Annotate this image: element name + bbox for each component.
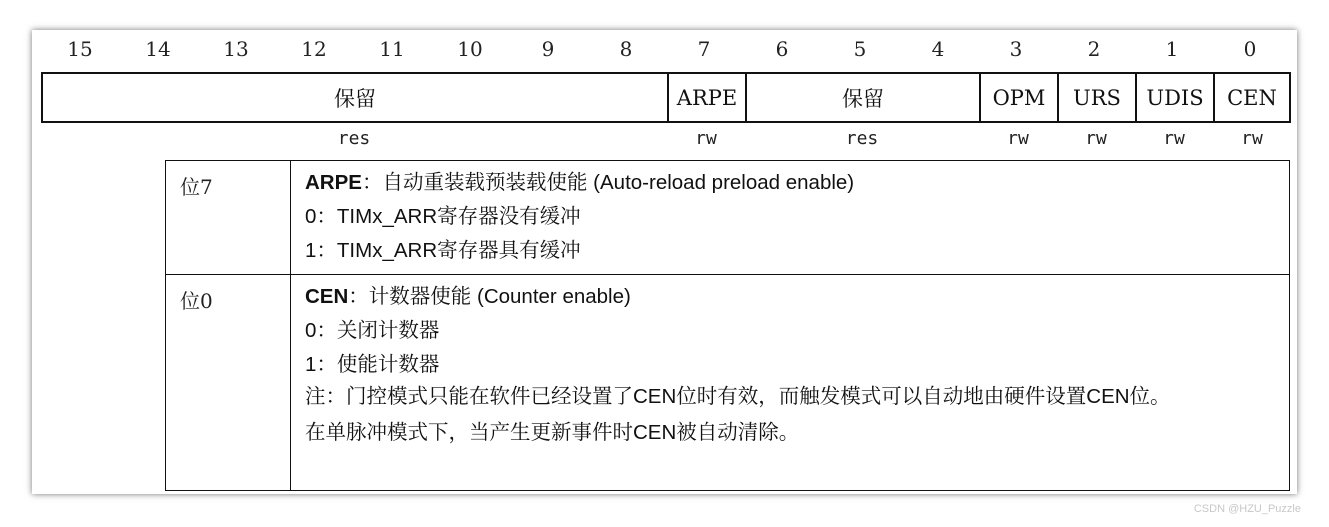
field-reserved-high: 保留 xyxy=(334,86,376,111)
register-field-row xyxy=(41,72,1291,123)
field-arpe: ARPE xyxy=(667,74,745,121)
field-opm: OPM xyxy=(979,74,1057,121)
bit-number-7: 7 xyxy=(697,37,711,61)
watermark: CSDN @HZU_Puzzle xyxy=(1193,503,1301,515)
description-line: 1：使能计数器 xyxy=(305,353,440,376)
bit-label: 位7 xyxy=(166,161,291,274)
bit-number-5: 5 xyxy=(853,37,867,61)
access-reserved-high: res xyxy=(337,128,371,149)
field-udis: UDIS xyxy=(1135,74,1213,121)
field-cen: CEN xyxy=(1213,74,1289,121)
description-title xyxy=(305,285,1281,309)
bit-number-10: 10 xyxy=(457,37,483,61)
access-reserved-low: res xyxy=(845,128,879,149)
description-body xyxy=(291,275,1289,445)
bit-number-15: 15 xyxy=(67,37,93,61)
bit-number-11: 11 xyxy=(379,37,405,61)
field-reserved-low: 保留 xyxy=(745,74,979,121)
access-urs: rw xyxy=(1085,128,1107,149)
field-name: ARPE xyxy=(305,171,362,194)
bit-label: 位0 xyxy=(166,275,291,490)
description-line: 在单脉冲模式下，当产生更新事件时CEN被自动清除。 xyxy=(305,421,800,444)
description-row-arpe xyxy=(166,161,1289,274)
bit-number-1: 1 xyxy=(1165,37,1179,61)
bit-number-14: 14 xyxy=(145,37,171,61)
description-line: 0：关闭计数器 xyxy=(305,319,440,342)
bit-number-3: 3 xyxy=(1009,37,1023,61)
bit-number-12: 12 xyxy=(301,37,327,61)
description-line: 1：TIMx_ARR寄存器具有缓冲 xyxy=(305,239,581,262)
access-arpe: rw xyxy=(695,128,717,149)
access-cen: rw xyxy=(1241,128,1263,149)
description-line: 0：TIMx_ARR寄存器没有缓冲 xyxy=(305,205,581,228)
bit-number-9: 9 xyxy=(541,37,555,61)
access-opm: rw xyxy=(1007,128,1029,149)
bit-number-4: 4 xyxy=(931,37,945,61)
description-title-text: ：自动重装载预装载使能 (Auto-reload preload enable) xyxy=(361,171,855,194)
field-urs: URS xyxy=(1057,74,1135,121)
bit-number-2: 2 xyxy=(1087,37,1101,61)
description-title xyxy=(305,171,1281,195)
description-body xyxy=(291,161,1289,263)
bit-description-table xyxy=(165,160,1290,491)
bit-number-13: 13 xyxy=(223,37,249,61)
bit-number-6: 6 xyxy=(775,37,789,61)
description-note: 注：门控模式只能在软件已经设置了CEN位时有效，而触发模式可以自动地由硬件设置CEN位。 xyxy=(305,385,1171,408)
description-title-text: ：计数器使能 (Counter enable) xyxy=(348,285,631,308)
bit-number-8: 8 xyxy=(619,37,633,61)
access-udis: rw xyxy=(1163,128,1185,149)
bit-number-0: 0 xyxy=(1243,37,1257,61)
field-name: CEN xyxy=(305,285,349,308)
description-row-cen xyxy=(166,274,1289,490)
